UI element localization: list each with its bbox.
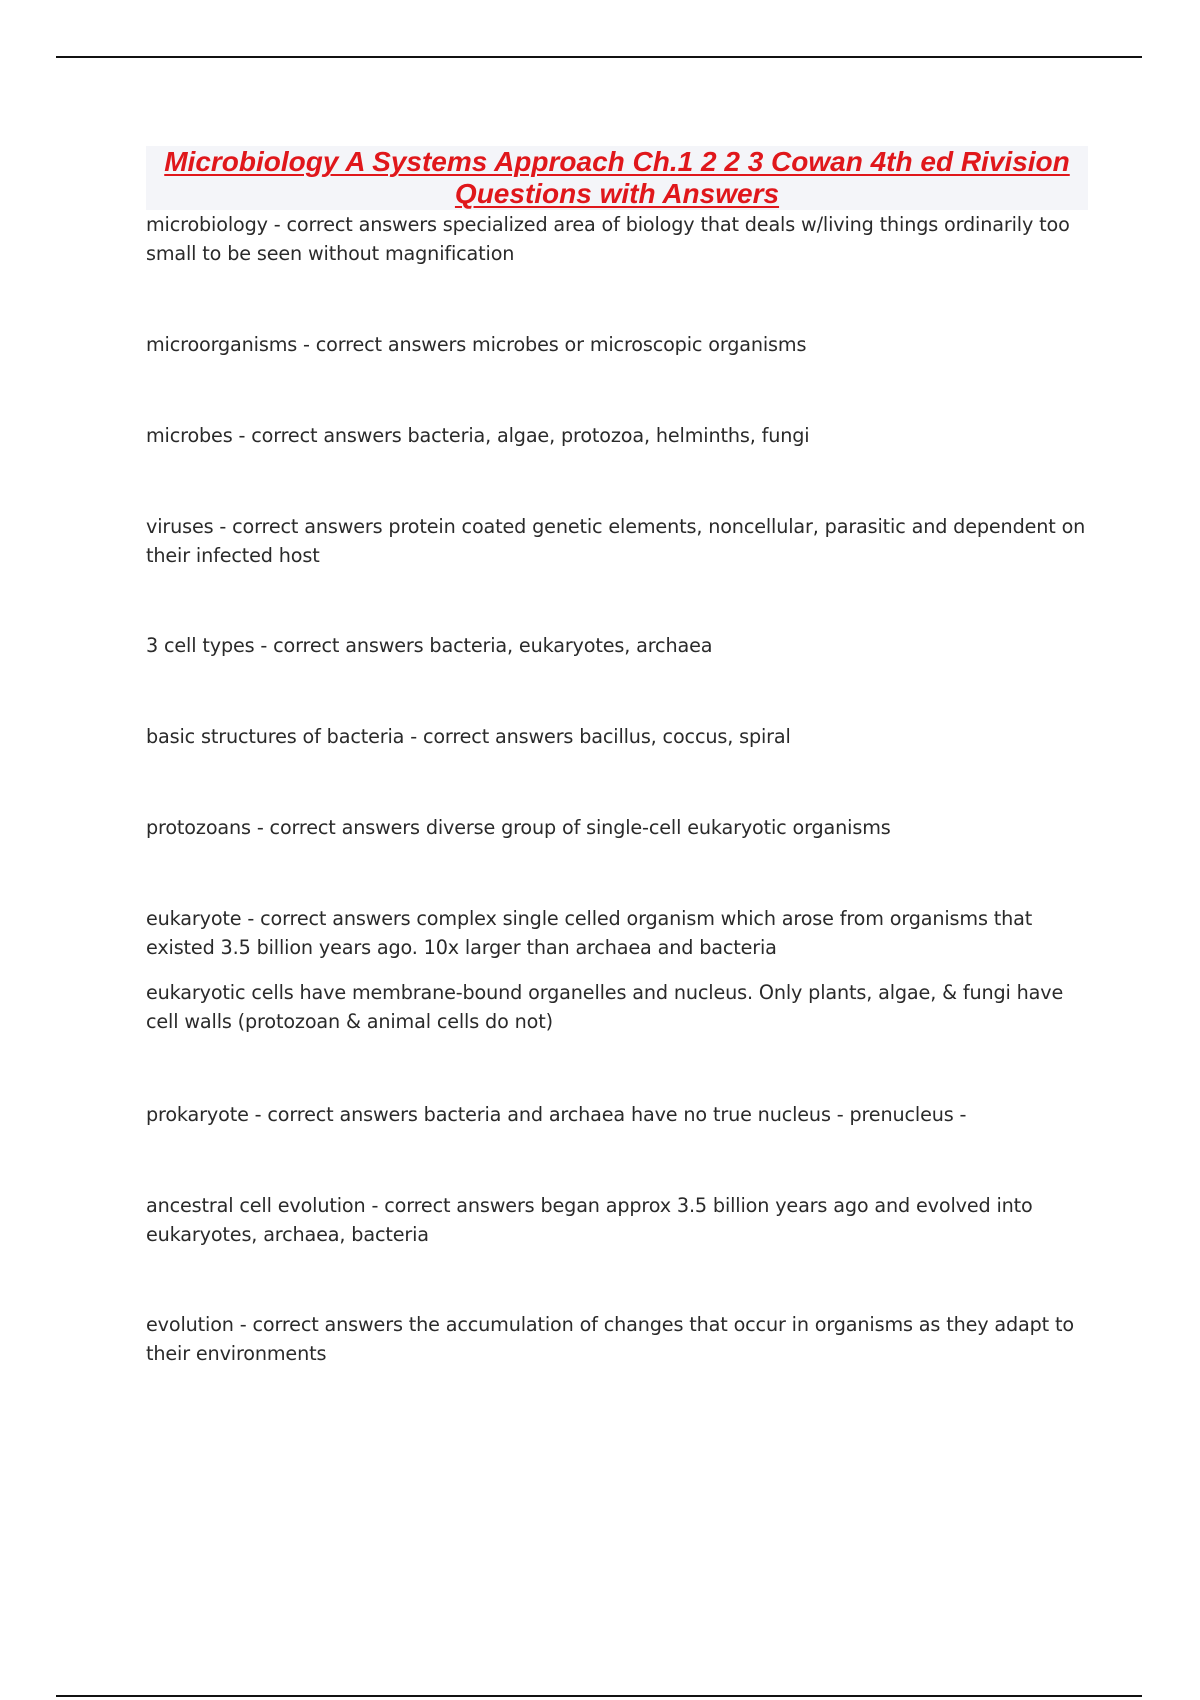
entry-microorganisms: microorganisms - correct answers microbes or microscopic organisms [146,333,807,356]
entry-evolution: evolution - correct answers the accumulation of changes that occur in organisms as they adapt to their environments [146,1313,1074,1365]
entry-microbes: microbes - correct answers bacteria, algae, protozoa, helminths, fungi [146,424,810,447]
entry-ancestral-cell-evolution: ancestral cell evolution - correct answers began approx 3.5 billion years ago and evolved into eukaryotes, archaea, bacteria [146,1194,1033,1246]
top-rule [56,56,1142,58]
entry-eukaryotic-cells: eukaryotic cells have membrane-bound organelles and nucleus. Only plants, algae, & fungi have cell walls (protozoan & animal cells do not) [146,981,1064,1033]
entry-prokaryote: prokaryote - correct answers bacteria and archaea have no true nucleus - prenucleus - [146,1103,967,1126]
entry-microbiology: microbiology - correct answers specialized area of biology that deals w/living things ordinarily too small to be seen without magnification [146,213,1070,265]
entry-viruses: viruses - correct answers protein coated genetic elements, noncellular, parasitic and dependent on their infected host [146,515,1086,567]
document-title: Microbiology A Systems Approach Ch.1 2 2 3 Cowan 4th ed Rivision Questions with Answers [164,146,1070,209]
entry-eukaryote: eukaryote - correct answers complex single celled organism which arose from organisms that existed 3.5 billion years ago. 10x larger than archaea and bacteria [146,907,1033,959]
entry-bacteria-structures: basic structures of bacteria - correct answers bacillus, coccus, spiral [146,725,791,748]
entry-protozoans: protozoans - correct answers diverse group of single-cell eukaryotic organisms [146,816,891,839]
entry-cell-types: 3 cell types - correct answers bacteria, eukaryotes, archaea [146,634,713,657]
bottom-rule [56,1695,1142,1697]
